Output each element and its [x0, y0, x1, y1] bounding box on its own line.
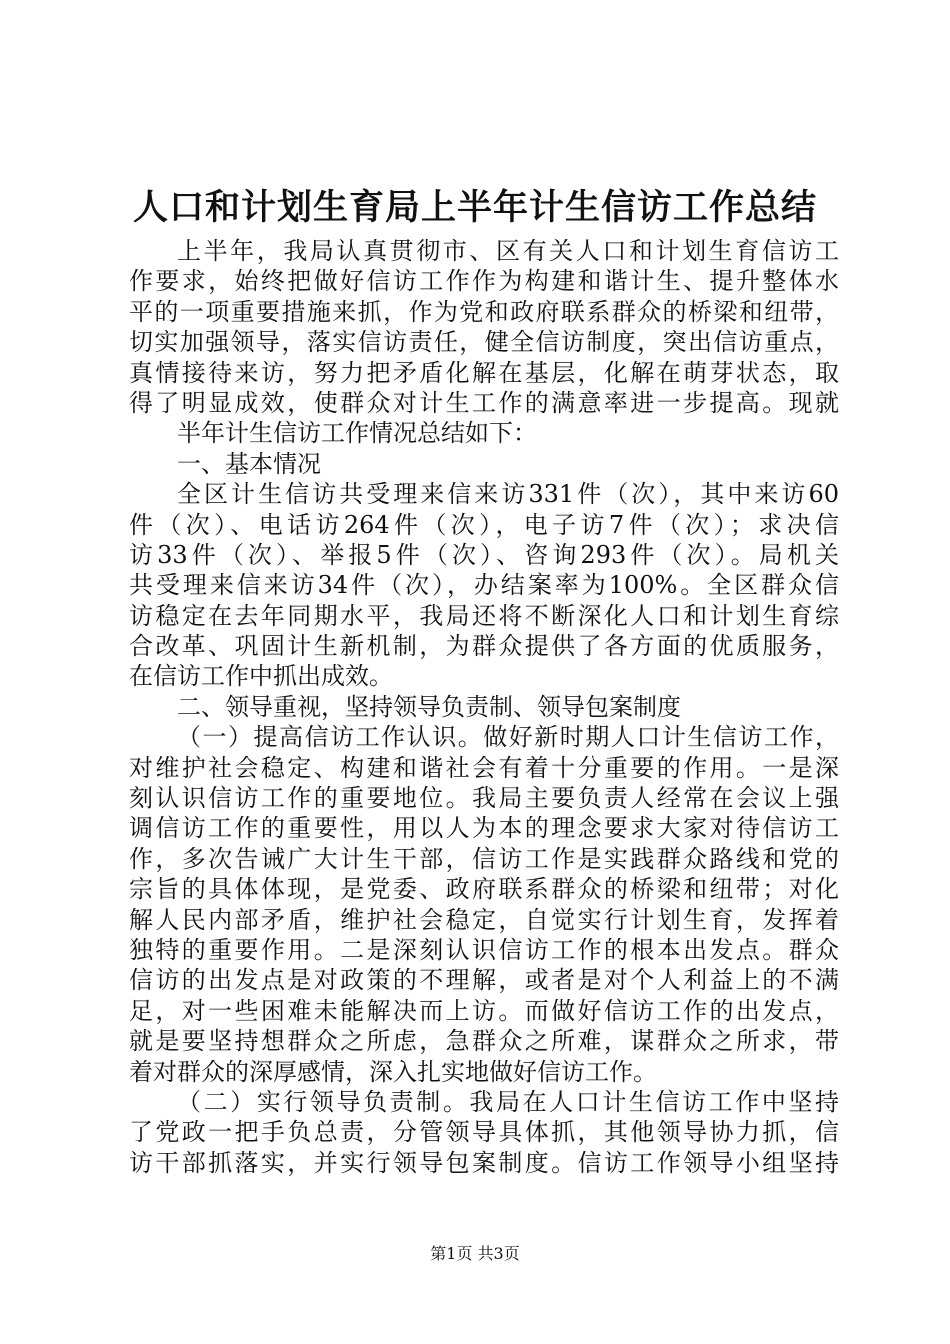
document-body: [129, 236, 839, 1178]
body-line: 共受理来信来访34件（次），办结案率为100%。全区群众信: [129, 571, 839, 600]
body-line: 平的一项重要措施来抓，作为党和政府联系群众的桥梁和纽带，: [129, 297, 839, 326]
body-line: 信访的出发点是对政策的不理解，或者是对个人利益上的不满: [129, 966, 839, 995]
body-line: 作要求，始终把做好信访工作作为构建和谐计生、提升整体水: [129, 267, 839, 296]
body-line: 半年计生信访工作情况总结如下：: [177, 419, 537, 448]
body-line: 二、领导重视，坚持领导负责制、领导包案制度: [177, 692, 681, 721]
body-line: 就是要坚持想群众之所虑，急群众之所难，谋群众之所求，带: [129, 1027, 839, 1056]
body-line: 访稳定在去年同期水平，我局还将不断深化人口和计划生育综: [129, 601, 839, 630]
body-line: 一、基本情况: [177, 449, 321, 478]
body-line: 访33件（次）、举报5件（次）、咨询293件（次）。局机关: [129, 540, 839, 569]
body-line: 宗旨的具体体现，是党委、政府联系群众的桥梁和纽带；对化: [129, 875, 839, 904]
body-line: 件（次）、电话访264件（次），电子访7件（次）；求决信: [129, 510, 839, 539]
body-line: 足，对一些困难未能解决而上访。而做好信访工作的出发点，: [129, 996, 839, 1025]
body-line: 刻认识信访工作的重要地位。我局主要负责人经常在会议上强: [129, 784, 839, 813]
body-line: 调信访工作的重要性，用以人为本的理念要求大家对待信访工: [129, 814, 839, 843]
body-line: 切实加强领导，落实信访责任，健全信访制度，突出信访重点，: [129, 328, 839, 357]
body-line: 全区计生信访共受理来信来访331件（次），其中来访60: [177, 480, 839, 509]
body-line: （二）实行领导负责制。我局在人口计生信访工作中坚持: [177, 1087, 839, 1116]
page-footer: 第1页 共3页: [430, 1244, 520, 1263]
body-line: 解人民内部矛盾，维护社会稳定，自觉实行计划生育，发挥着: [129, 905, 839, 934]
body-line: 了党政一把手负总责，分管领导具体抓，其他领导协力抓，信: [129, 1118, 839, 1147]
body-line: 合改革、巩固计生新机制，为群众提供了各方面的优质服务，: [129, 632, 839, 661]
body-line: 着对群众的深厚感情，深入扎实地做好信访工作。: [129, 1057, 657, 1086]
body-line: （一）提高信访工作认识。做好新时期人口计生信访工作，: [177, 723, 839, 752]
body-line: 作，多次告诫广大计生干部，信访工作是实践群众路线和党的: [129, 844, 839, 873]
body-line: 真情接待来访，努力把矛盾化解在基层，化解在萌芽状态，取: [129, 358, 839, 387]
body-line: 访干部抓落实，并实行领导包案制度。信访工作领导小组坚持: [129, 1148, 839, 1177]
body-line: 对维护社会稳定、构建和谐社会有着十分重要的作用。一是深: [129, 753, 839, 782]
body-line: 独特的重要作用。二是深刻认识信访工作的根本出发点。群众: [129, 935, 839, 964]
body-line: 在信访工作中抓出成效。: [129, 662, 393, 691]
document-title: 人口和计划生育局上半年计生信访工作总结: [132, 187, 817, 228]
body-line: 上半年，我局认真贯彻市、区有关人口和计划生育信访工: [177, 237, 839, 265]
body-line: 得了明显成效，使群众对计生工作的满意率进一步提高。现就: [129, 388, 839, 417]
